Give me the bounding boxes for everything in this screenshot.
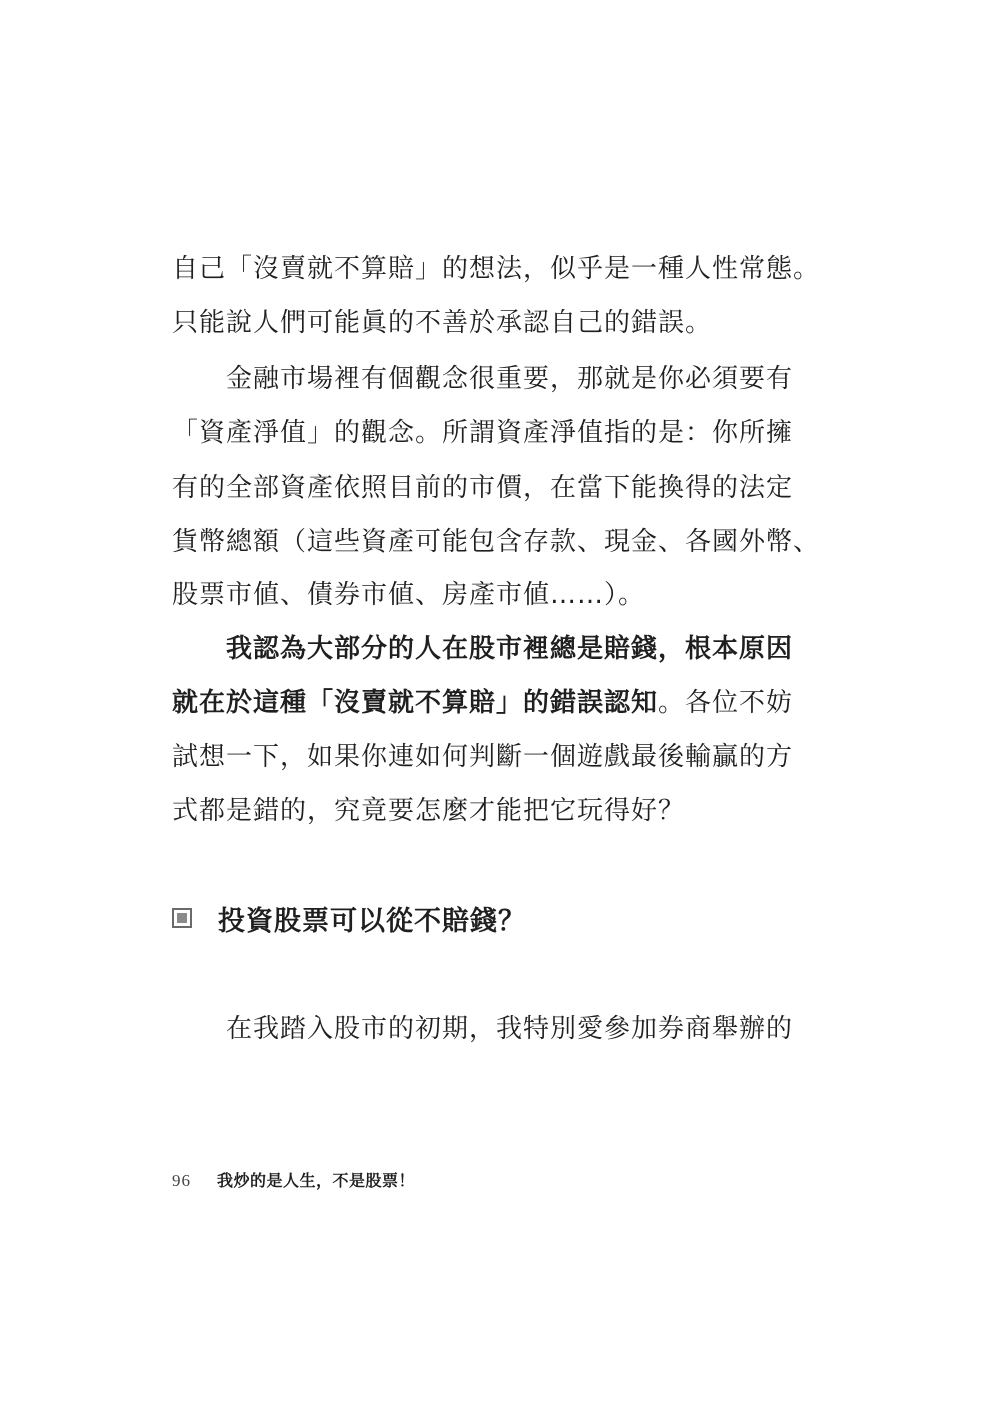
body-line-bold: 我認為大部分的人在股市裡總是賠錢，根本原因 (226, 634, 794, 664)
body-line: 貨幣總額（這些資產可能包含存款、現金、各國外幣、 (172, 527, 821, 557)
body-line: 「資產淨值」的觀念。所謂資產淨值指的是：你所擁 (172, 418, 794, 448)
body-line: 股票市値、債券市値、房產市値……）。 (172, 580, 646, 610)
body-line: 自己「沒賣就不算賠」的想法，似乎是一種人性常態。 (172, 254, 821, 284)
body-line: 式都是錯的，究竟要怎麼才能把它玩得好？ (172, 796, 686, 826)
body-line: 有的全部資產依照目前的市價，在當下能換得的法定 (172, 473, 794, 503)
bold-phrase: 就在於這種「沒賣就不算賠」的錯誤認知 (172, 688, 659, 718)
page-footer (172, 1168, 415, 1191)
section-heading-text: 投資股票可以從不賠錢？ (218, 905, 526, 937)
body-line-mixed (172, 686, 793, 720)
square-bullet-icon (172, 908, 192, 928)
plain-phrase: 。各位不妨 (658, 688, 794, 718)
page-number: 96 (172, 1171, 191, 1190)
body-line: 試想一下，如果你連如何判斷一個遊戲最後輸贏的方 (172, 742, 794, 772)
square-bullet-fill (177, 913, 187, 923)
section-heading (172, 900, 526, 936)
body-line: 金融市場裡有個觀念很重要，那就是你必須要有 (226, 364, 794, 394)
body-line: 只能說人們可能眞的不善於承認自己的錯誤。 (172, 308, 713, 338)
section-first-line: 在我踏入股市的初期，我特別愛參加券商舉辦的 (226, 1014, 794, 1044)
book-title: 我炒的是人生，不是股票！ (217, 1171, 416, 1190)
